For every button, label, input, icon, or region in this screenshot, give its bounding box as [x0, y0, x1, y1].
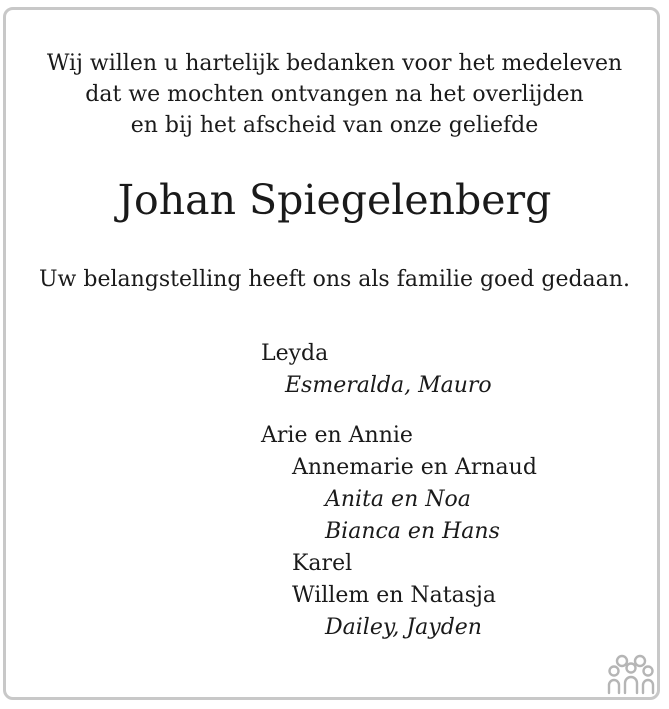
- intro-text: [0, 48, 669, 141]
- thanks-line: Uw belangstelling heeft ons als familie goed gedaan.: [39, 267, 630, 292]
- family-member: Karel: [292, 551, 353, 576]
- intro-line: en bij het afscheid van onze geliefde: [130, 113, 539, 138]
- family-member: Leyda: [261, 341, 329, 366]
- family-member: Bianca en Hans: [325, 519, 500, 544]
- family-member: Annemarie en Arnaud: [292, 455, 537, 480]
- family-member: Esmeralda, Mauro: [285, 373, 492, 398]
- deceased-name: Johan Spiegelenberg: [117, 176, 552, 224]
- intro-line: Wij willen u hartelijk bedanken voor het medeleven: [46, 51, 623, 76]
- family-member: Dailey, Jayden: [325, 615, 482, 640]
- people-group-icon: [606, 653, 656, 695]
- family-member: Anita en Noa: [325, 487, 471, 512]
- family-member: Willem en Natasja: [292, 583, 496, 608]
- intro-line: dat we mochten ontvangen na het overlijden: [85, 82, 584, 107]
- family-member: Arie en Annie: [261, 423, 413, 448]
